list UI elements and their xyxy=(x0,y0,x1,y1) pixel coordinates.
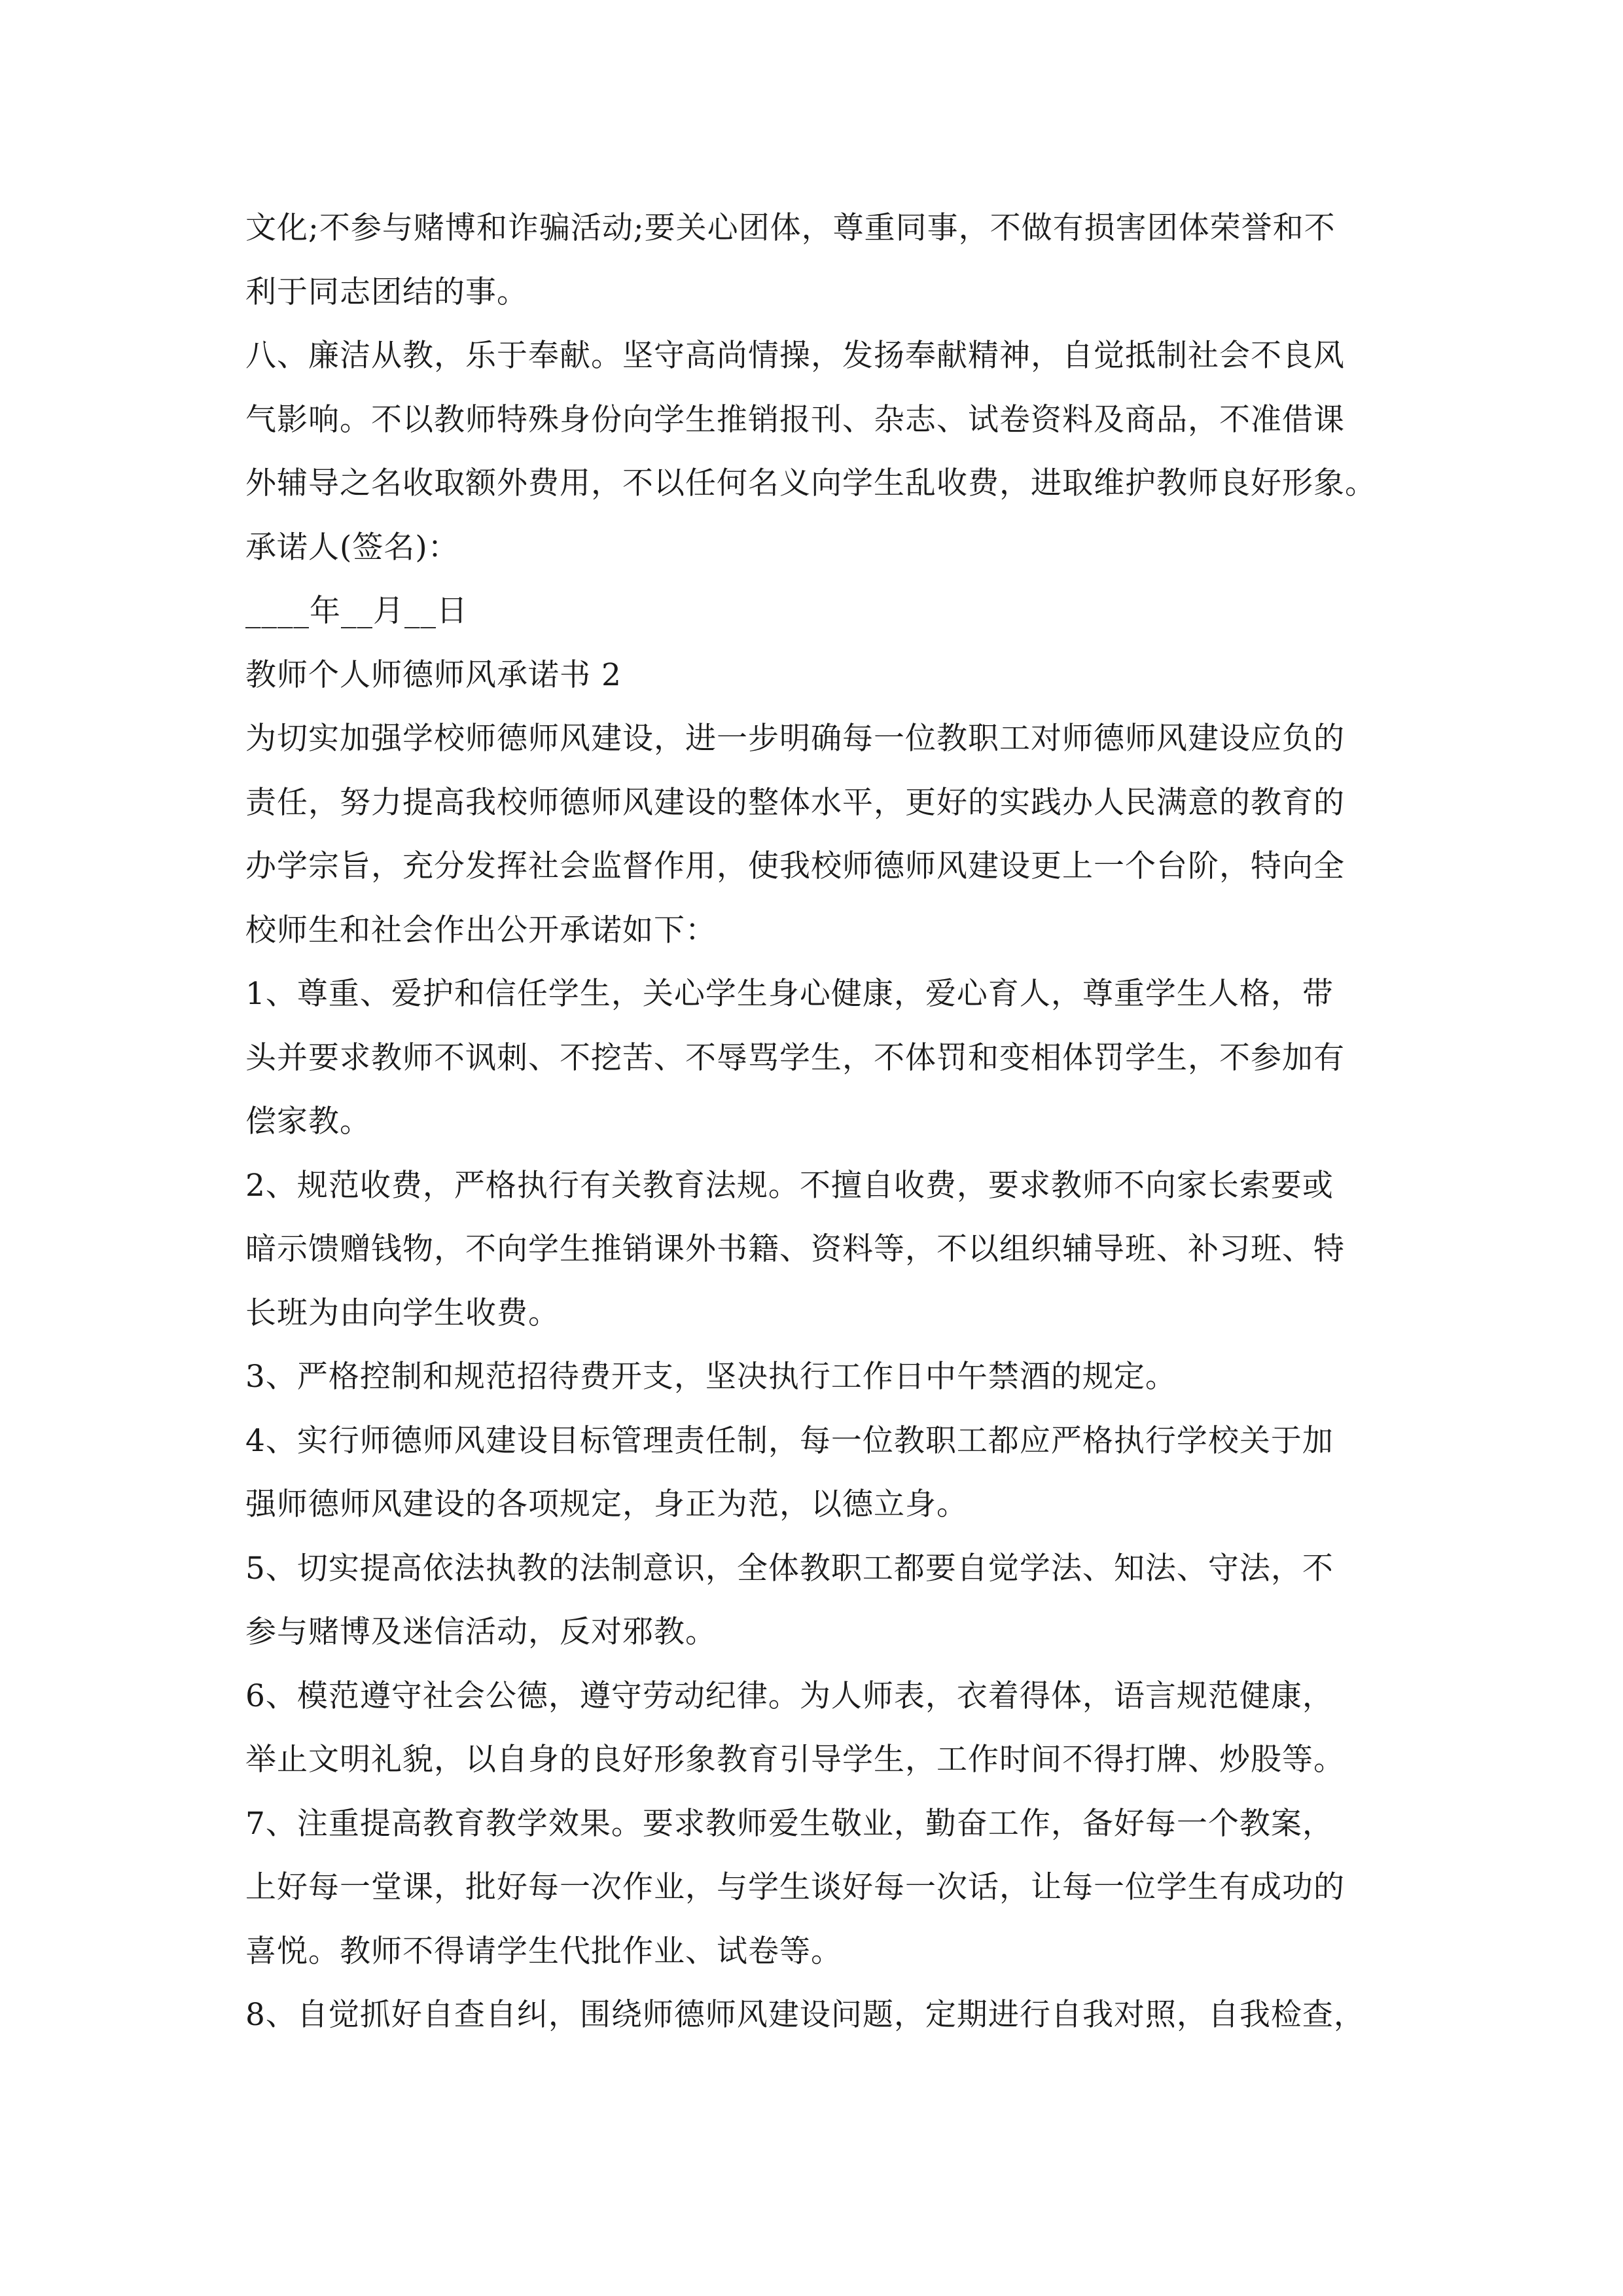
document-body xyxy=(245,196,1397,2047)
text-line: 1、尊重、爱护和信任学生，关心学生身心健康，爱心育人，尊重学生人格，带 xyxy=(245,976,1334,1012)
date-line: ____年__月__日 xyxy=(245,593,468,629)
text-line: 偿家教。 xyxy=(245,1103,371,1139)
text-line: 气影响。不以教师特殊身份向学生推销报刊、杂志、试卷资料及商品，不准借课 xyxy=(245,401,1345,438)
text-line: 7、注重提高教育教学效果。要求教师爱生敬业，勤奋工作，备好每一个教案， xyxy=(245,1805,1334,1842)
text-line: 8、自觉抓好自查自纠，围绕师德师风建设问题，定期进行自我对照，自我检查， xyxy=(245,1997,1365,2033)
text-line: 责任，努力提高我校师德师风建设的整体水平，更好的实践办人民满意的教育的 xyxy=(245,784,1345,821)
text-line: 文化;不参与赌博和诈骗活动;要关心团体，尊重同事，不做有损害团体荣誉和不 xyxy=(245,210,1336,246)
text-line: 为切实加强学校师德师风建设，进一步明确每一位教职工对师德师风建设应负的 xyxy=(245,721,1345,757)
text-line: 长班为由向学生收费。 xyxy=(245,1295,560,1331)
text-line: 5、切实提高依法执教的法制意识，全体教职工都要自觉学法、知法、守法，不 xyxy=(245,1550,1334,1587)
text-line: 参与赌博及迷信活动，反对邪教。 xyxy=(245,1614,717,1650)
text-line: 4、实行师德师风建设目标管理责任制，每一位教职工都应严格执行学校关于加 xyxy=(245,1422,1334,1459)
text-line: 3、严格控制和规范招待费开支，坚决执行工作日中午禁酒的规定。 xyxy=(245,1359,1177,1395)
text-line: 6、模范遵守社会公德，遵守劳动纪律。为人师表，衣着得体，语言规范健康， xyxy=(245,1677,1334,1714)
text-line: 喜悦。教师不得请学生代批作业、试卷等。 xyxy=(245,1933,842,1969)
text-line: 外辅导之名收取额外费用，不以任何名义向学生乱收费，进取维护教师良好形象。 xyxy=(245,465,1376,501)
text-line: 校师生和社会作出公开承诺如下： xyxy=(245,912,717,948)
text-line: 八、廉洁从教，乐于奉献。坚守高尚情操，发扬奉献精神，自觉抵制社会不良风 xyxy=(245,338,1345,374)
signature-label: 承诺人(签名)： xyxy=(245,529,459,565)
section-title: 教师个人师德师风承诺书 2 xyxy=(245,656,622,693)
text-line: 办学宗旨，充分发挥社会监督作用，使我校师德师风建设更上一个台阶，特向全 xyxy=(245,848,1345,884)
text-line: 上好每一堂课，批好每一次作业，与学生谈好每一次话，让每一位学生有成功的 xyxy=(245,1869,1345,1905)
text-line: 头并要求教师不讽刺、不挖苦、不辱骂学生，不体罚和变相体罚学生，不参加有 xyxy=(245,1039,1345,1076)
text-line: 2、规范收费，严格执行有关教育法规。不擅自收费，要求教师不向家长索要或 xyxy=(245,1167,1334,1204)
text-line: 举止文明礼貌，以自身的良好形象教育引导学生，工作时间不得打牌、炒股等。 xyxy=(245,1742,1345,1778)
text-line: 暗示馈赠钱物，不向学生推销课外书籍、资料等，不以组织辅导班、补习班、特 xyxy=(245,1231,1345,1267)
text-line: 利于同志团结的事。 xyxy=(245,274,528,310)
text-line: 强师德师风建设的各项规定，身正为范，以德立身。 xyxy=(245,1486,968,1522)
